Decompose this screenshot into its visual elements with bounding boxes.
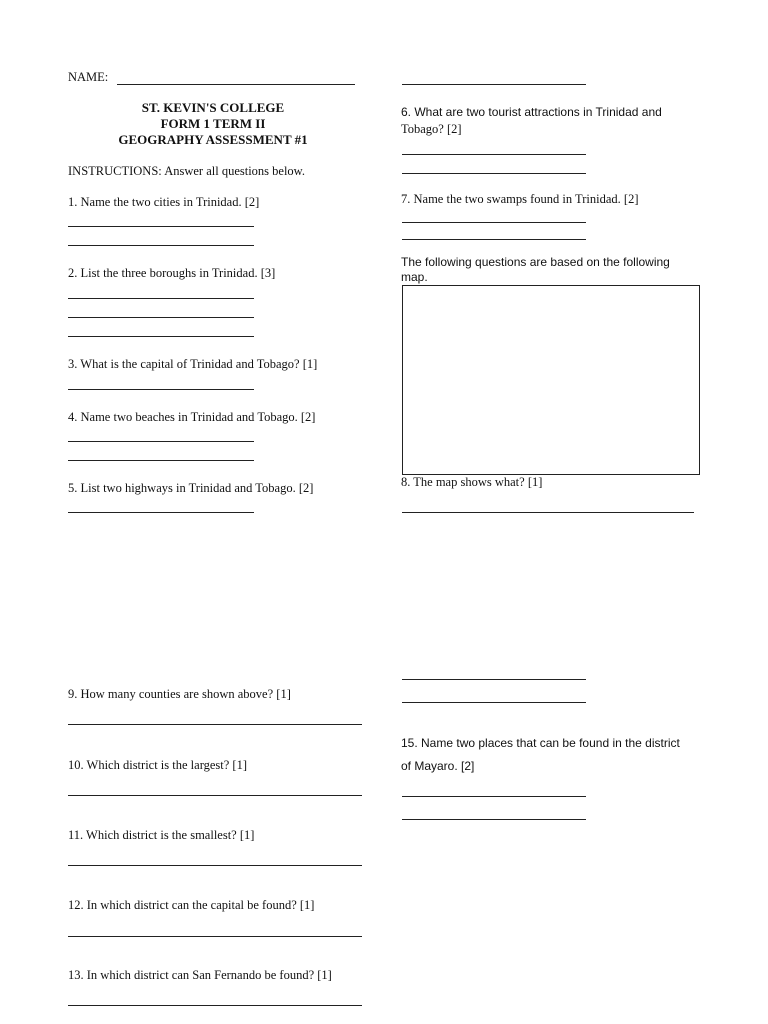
answer-line[interactable] [402, 154, 586, 155]
answer-line[interactable] [402, 819, 586, 820]
name-field[interactable] [117, 84, 355, 85]
answer-line[interactable] [68, 936, 362, 937]
answer-line[interactable] [68, 512, 254, 513]
map-intro-line-2: map. [401, 270, 428, 284]
answer-line[interactable] [402, 796, 586, 797]
answer-line[interactable] [402, 679, 586, 680]
map-intro-line-1: The following questions are based on the following [401, 255, 670, 269]
question-4: 4. Name two beaches in Trinidad and Tobago. [2] [68, 410, 316, 424]
answer-line[interactable] [68, 317, 254, 318]
question-15-line-2: of Mayaro. [2] [401, 759, 475, 773]
answer-line[interactable] [68, 1005, 362, 1006]
answer-line[interactable] [402, 239, 586, 240]
answer-line[interactable] [68, 245, 254, 246]
map-placeholder-box [402, 285, 700, 475]
question-3: 3. What is the capital of Trinidad and Tobago? [1] [68, 357, 318, 371]
answer-line[interactable] [68, 298, 254, 299]
answer-line[interactable] [402, 512, 694, 513]
question-2: 2. List the three boroughs in Trinidad. [3] [68, 266, 276, 280]
question-8: 8. The map shows what? [1] [401, 475, 543, 489]
answer-line[interactable] [68, 865, 362, 866]
answer-line[interactable] [68, 336, 254, 337]
question-10: 10. Which district is the largest? [1] [68, 758, 248, 772]
assessment-title: GEOGRAPHY ASSESSMENT #1 [118, 132, 308, 147]
answer-line[interactable] [402, 702, 586, 703]
answer-line[interactable] [68, 724, 362, 725]
question-11: 11. Which district is the smallest? [1] [68, 828, 255, 842]
answer-line[interactable] [68, 441, 254, 442]
question-15-line-1: 15. Name two places that can be found in the district [401, 736, 680, 750]
question-13: 13. In which district can San Fernando be found? [1] [68, 968, 332, 982]
school-title: ST. KEVIN'S COLLEGE [141, 100, 285, 115]
answer-line[interactable] [68, 795, 362, 796]
question-9: 9. How many counties are shown above? [1] [68, 687, 291, 701]
answer-line[interactable] [402, 84, 586, 85]
answer-line[interactable] [68, 226, 254, 227]
question-5: 5. List two highways in Trinidad and Tobago. [2] [68, 481, 314, 495]
form-term-title: FORM 1 TERM II [160, 116, 266, 131]
answer-line[interactable] [68, 460, 254, 461]
answer-line[interactable] [68, 389, 254, 390]
question-6-line-2: Tobago? [2] [401, 122, 462, 136]
instructions: INSTRUCTIONS: Answer all questions below. [68, 164, 306, 178]
answer-line[interactable] [402, 173, 586, 174]
question-7: 7. Name the two swamps found in Trinidad. [2] [401, 192, 639, 206]
question-12: 12. In which district can the capital be found? [1] [68, 898, 315, 912]
question-6-line-1: 6. What are two tourist attractions in Trinidad and [401, 105, 662, 119]
question-1: 1. Name the two cities in Trinidad. [2] [68, 195, 260, 209]
name-label: NAME: [68, 70, 109, 84]
answer-line[interactable] [402, 222, 586, 223]
